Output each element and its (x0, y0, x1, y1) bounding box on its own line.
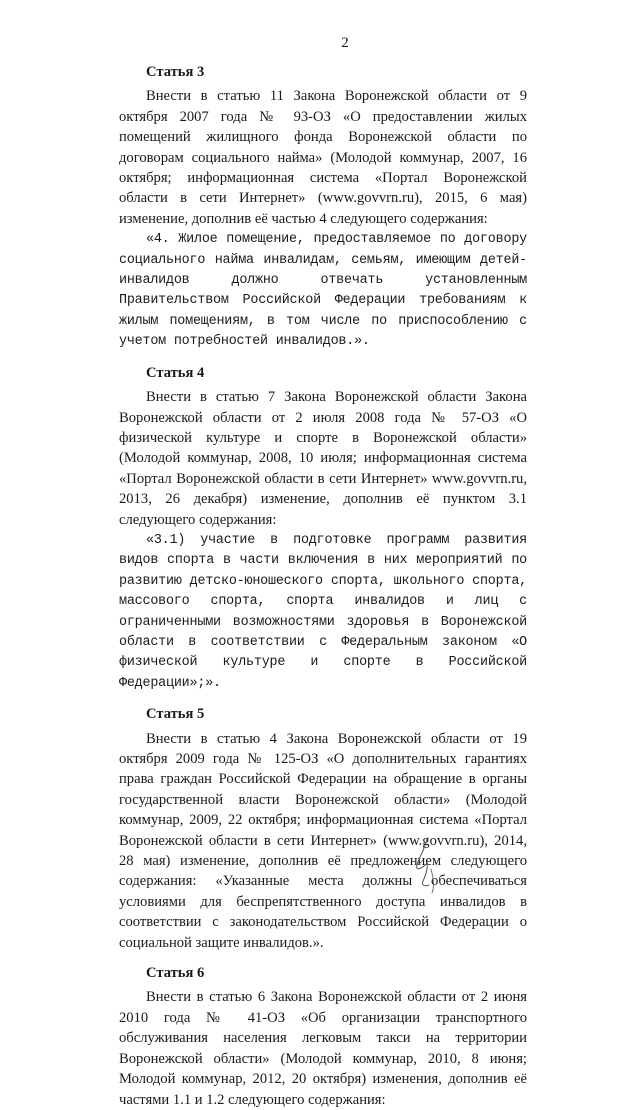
article-heading: Статья 5 (146, 706, 205, 723)
article-heading: Статья 6 (146, 965, 205, 982)
article-quote: «4. Жилое помещение, предоставляемое по договору социального найма инвалидам, семьям, имеющим детей-инвалидов должно отвечать установленным Правительством Российской Федерации требованиям к жилым помещениям, в том числе по приспособлению с учетом потребностей инвалидов.». (119, 232, 527, 350)
article-paragraph: Внести в статью 4 Закона Воронежской области от 19 октября 2009 года № 125-ОЗ «О дополнительных гарантиях права граждан Российской Федерации на обращение в органы государственной власти Воронежской области» (Молодой коммунар, 2009, 22 октября; информационная система «Портал Воронежской области в сети Интернет» (www.govvrn.ru), 2014, 28 мая) изменение, дополнив её предложением следующего содержания: «Указанные места должны обеспечиваться условиями для беспрепятственного доступа инвалидов в соответствии с законодательством Российской Федерации о социальной защите инвалидов.». (119, 730, 527, 951)
handwritten-signature (405, 835, 445, 895)
article-4 (119, 363, 527, 695)
article-3 (119, 62, 527, 353)
article-5 (119, 704, 527, 953)
article-heading: Статья 4 (146, 364, 205, 381)
article-quote: «3.1) участие в подготовке программ развития видов спорта в части включения в них мероприятий по развитию детско-юношеского спорта, школьного спорта, массового спорта, спорта инвалидов и лиц с ограниченными возможностями здоровья в Воронежской области в соответствии с Федеральным законом «О физической культуре и спорте в Российской Федерации»;». (119, 532, 527, 691)
article-paragraph: Внести в статью 6 Закона Воронежской области от 2 июня 2010 года № 41-ОЗ «Об организации транспортного обслуживания населения легковым такси на территории Воронежской области» (Молодой коммунар, 2010, 8 июня; Молодой коммунар, 2012, 20 октября) изменения, дополнив её частями 1.1 и 1.2 следующего содержания: (119, 989, 527, 1108)
page-number: 2 (341, 35, 349, 51)
article-6 (119, 963, 527, 1110)
article-heading: Статья 3 (146, 64, 205, 80)
article-paragraph: Внести в статью 7 Закона Воронежской области Закона Воронежской области от 2 июля 2008 года № 57-ОЗ «О физической культуре и спорте в Воронежской области» (Молодой коммунар, 2008, 10 июля; информационная система «Портал Воронежской области в сети Интернет» www.govvrn.ru, 2013, 26 декабря) изменение, дополнив её пунктом 3.1 следующего содержания: (119, 389, 527, 528)
article-paragraph: Внести в статью 11 Закона Воронежской области от 9 октября 2007 года № 93-ОЗ «О предоставлении жилых помещений жилищного фонда Воронежской области по договорам социального найма» (Молодой коммунар, 2007, 16 октября; информационная система «Портал Воронежской области в сети Интернет» (www.govvrn.ru), 2015, 6 мая) изменение, дополнив её частью 4 следующего содержания: (119, 88, 527, 227)
document-body (119, 58, 527, 1110)
